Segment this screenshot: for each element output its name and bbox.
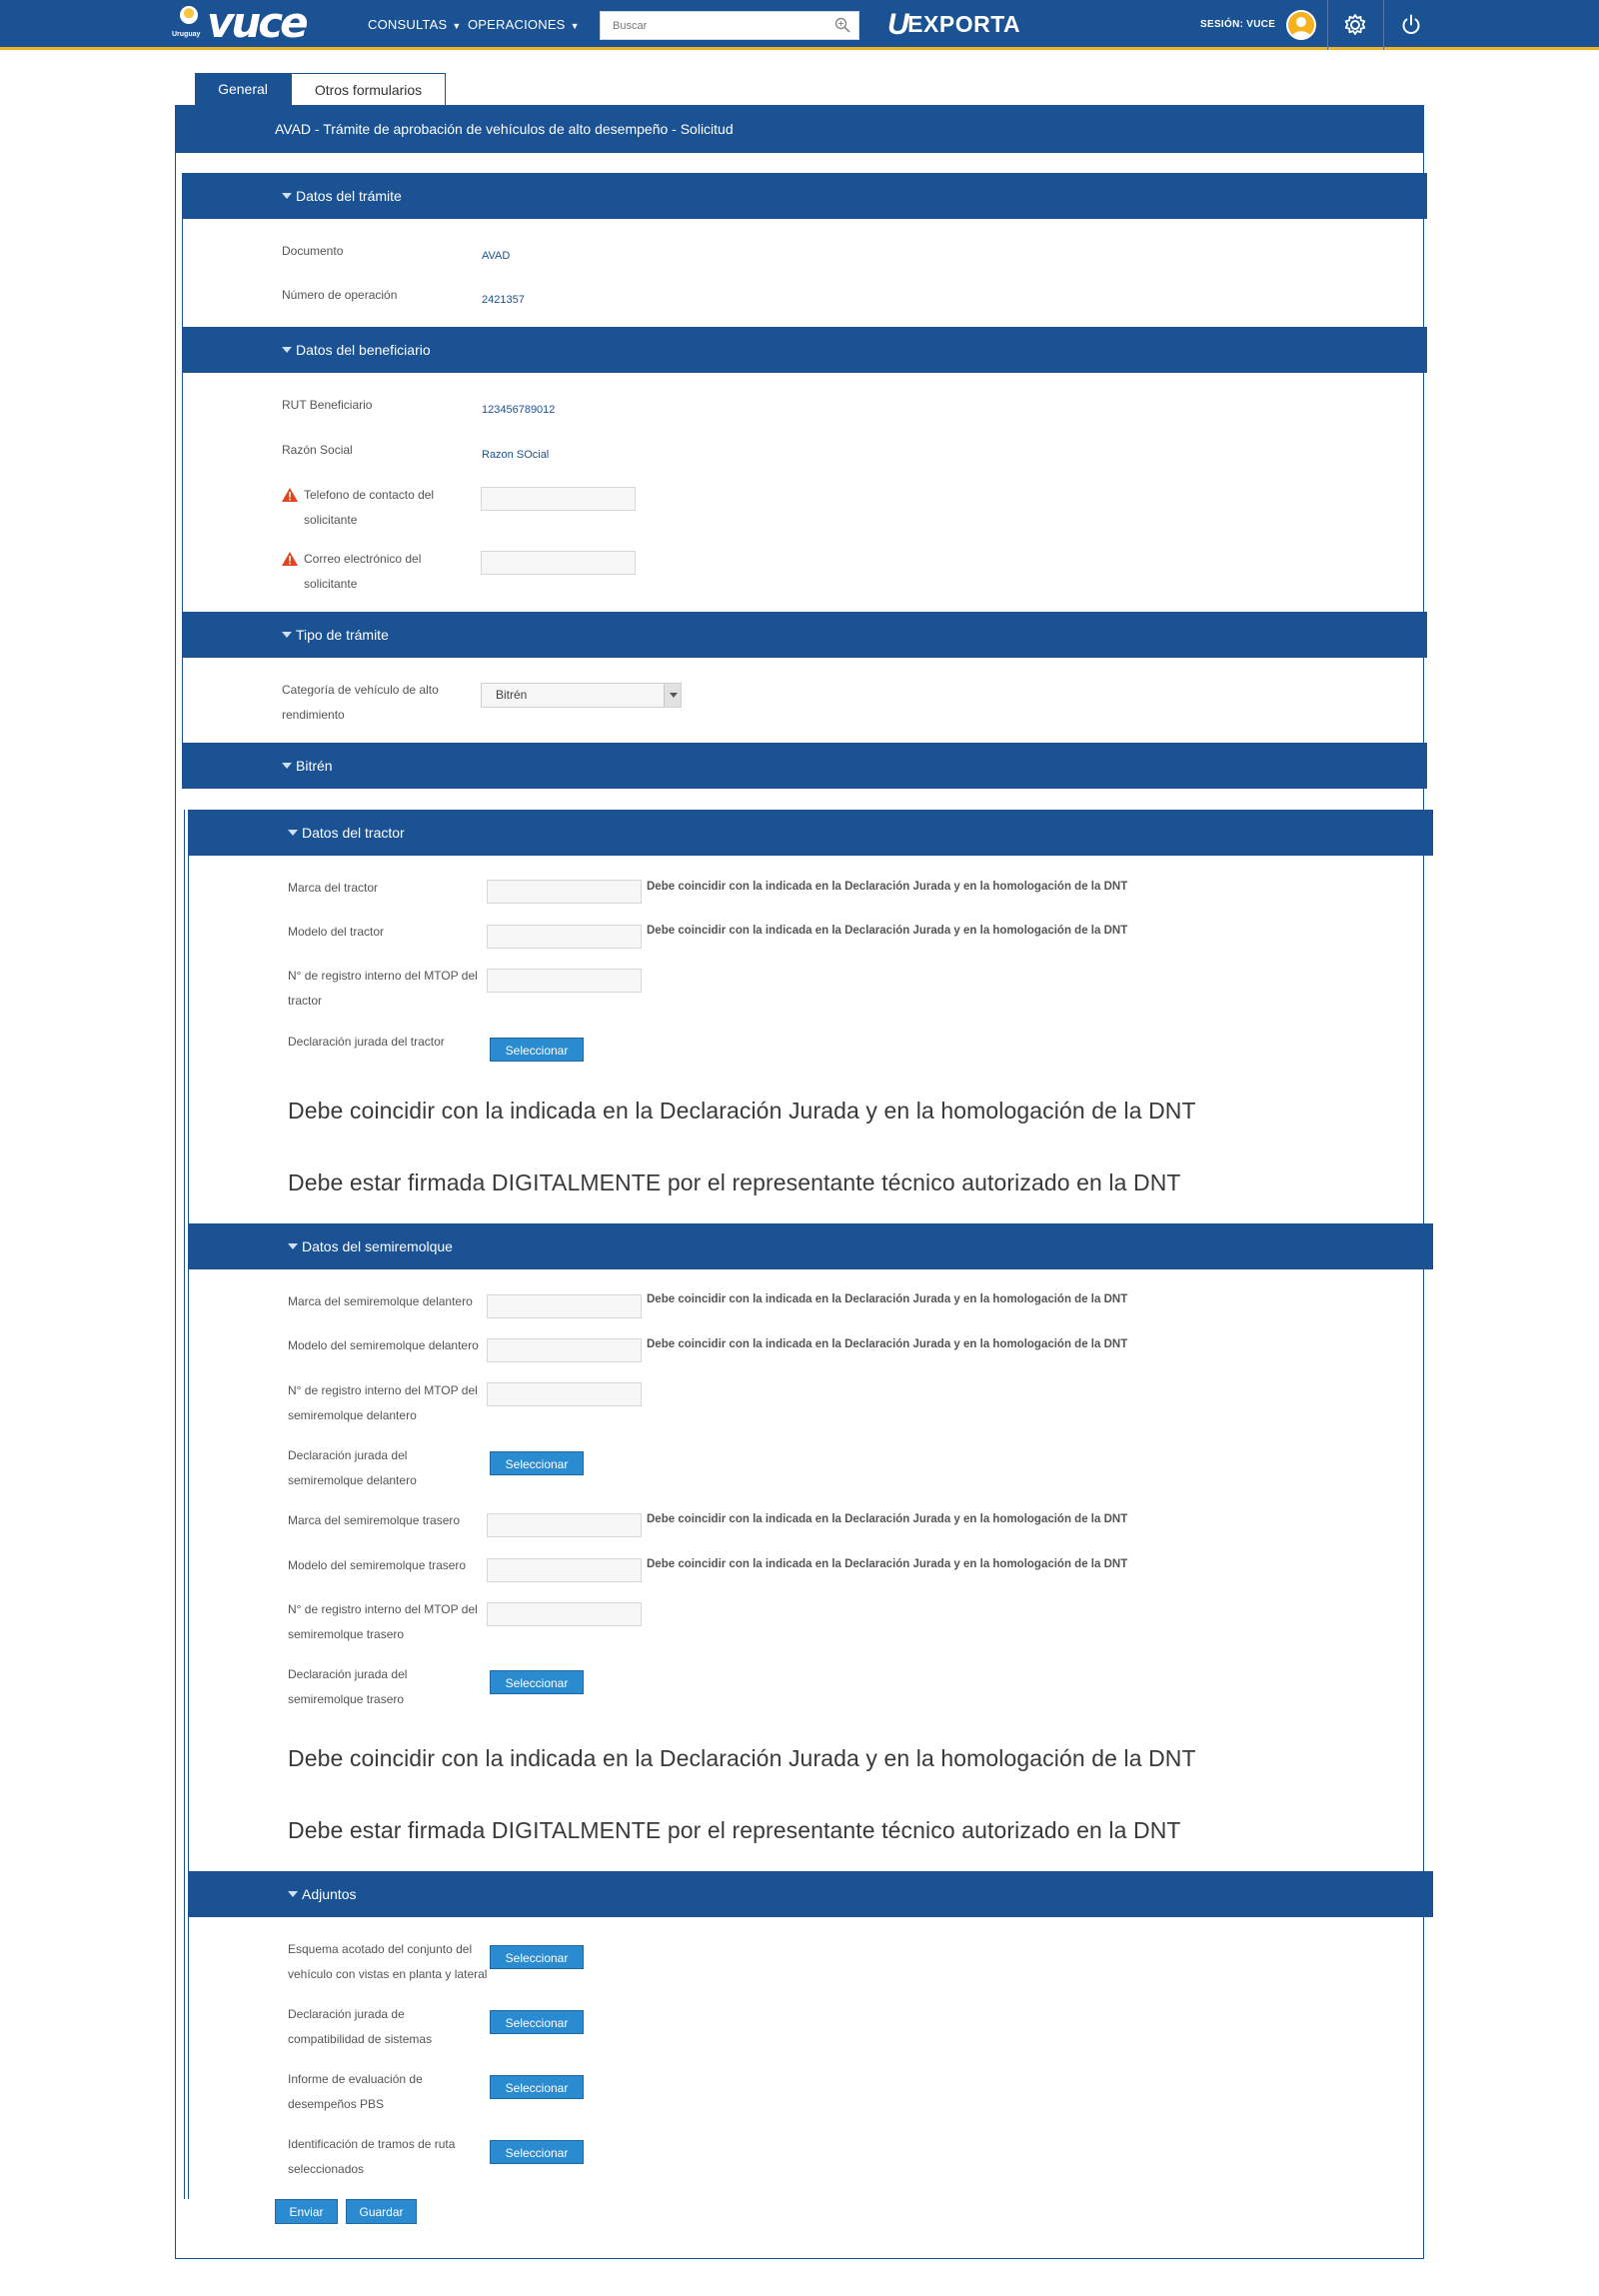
telefono-label-2: solicitante [304,513,358,527]
declaracion-semi-trasero-label: Declaración jurada del [288,1667,408,1681]
nav-operaciones[interactable] [468,17,580,32]
section-header-tipo-tramite[interactable] [182,612,1427,658]
registro-semi-delantero-label: N° de registro interno del MTOP del [288,1383,478,1397]
caret-down-icon [288,1243,298,1249]
user-icon [1288,12,1314,38]
section-header-datos-tractor[interactable] [188,810,1433,856]
section-border [184,810,185,2199]
section-header-datos-semiremolque[interactable] [188,1223,1433,1269]
warning-icon [282,552,298,566]
section-header-adjuntos[interactable] [188,1871,1433,1917]
registro-semi-delantero-input[interactable] [487,1382,642,1406]
divider [1327,0,1328,50]
razon-social-label: Razón Social [282,443,353,457]
pbs-label-2: desempeños PBS [288,2097,385,2111]
registro-semi-trasero-input[interactable] [487,1602,642,1626]
page-title: AVAD - Trámite de aprobación de vehículos de alto desempeño - Solicitud [175,105,1424,153]
registro-tractor-input[interactable] [487,969,642,993]
registro-semi-trasero-label-2: semiremolque trasero [288,1627,405,1641]
marca-tractor-label: Marca del tractor [288,881,379,895]
categoria-label-2: rendimiento [282,708,345,722]
declaracion-semi-delantero-label-2: semiremolque delantero [288,1473,417,1487]
search-icon[interactable] [834,17,850,33]
declaracion-semi-trasero-button[interactable]: Seleccionar [490,1670,584,1694]
user-avatar[interactable] [1286,10,1316,40]
tractor-note-coincidir: Debe coincidir con la indicada en la Declaración Jurada y en la homologación de la DNT [288,1098,1196,1124]
section-title: Datos del beneficiario [296,342,431,358]
compatibilidad-label-2: compatibilidad de sistemas [288,2032,433,2046]
marca-tractor-hint: Debe coincidir con la indicada en la Declaración Jurada y en la homologación de la DNT [647,881,1128,893]
section-title: Datos del semiremolque [302,1238,453,1254]
vuce-logo[interactable] [172,0,322,47]
categoria-selected: Bitrén [496,688,528,702]
modelo-semi-delantero-label: Modelo del semiremolque delantero [288,1338,479,1352]
marca-tractor-input[interactable] [487,880,642,904]
nav-consultas[interactable] [368,17,461,32]
declaracion-semi-delantero-label: Declaración jurada del [288,1448,408,1462]
modelo-tractor-hint: Debe coincidir con la indicada en la Declaración Jurada y en la homologación de la DNT [647,925,1128,937]
section-title: Adjuntos [302,1886,357,1902]
correo-input[interactable] [481,551,636,575]
modelo-semi-trasero-label: Modelo del semiremolque trasero [288,1558,467,1572]
declaracion-tractor-label: Declaración jurada del tractor [288,1035,445,1049]
section-title: Bitrén [296,758,333,774]
search-input[interactable] [601,12,820,39]
marca-semi-trasero-hint: Debe coincidir con la indicada en la Declaración Jurada y en la homologación de la DNT [647,1513,1128,1525]
section-header-datos-tramite[interactable] [182,173,1427,219]
tramos-label-2: seleccionados [288,2162,365,2176]
telefono-label: Telefono de contacto del [304,488,435,502]
declaracion-tractor-button[interactable]: Seleccionar [490,1038,584,1062]
chevron-down-icon: ▼ [570,21,580,31]
modelo-tractor-input[interactable] [487,925,642,949]
section-header-bitren[interactable] [182,743,1427,789]
warning-icon [282,488,298,502]
section-border [188,810,189,2199]
search-box [600,11,859,40]
modelo-semi-trasero-hint: Debe coincidir con la indicada en la Declaración Jurada y en la homologación de la DNT [647,1558,1128,1570]
tab-general[interactable]: General [195,73,291,105]
documento-label: Documento [282,244,344,258]
session-label: SESIÓN: VUCE [1200,19,1276,30]
section-title: Datos del trámite [296,188,402,204]
nav-consultas-label: CONSULTAS [368,17,448,32]
marca-semi-trasero-input[interactable] [487,1513,642,1537]
section-title: Datos del tractor [302,825,405,841]
chevron-down-icon: ▼ [452,21,462,31]
telefono-input[interactable] [481,487,636,511]
tab-otros-formularios[interactable]: Otros formularios [291,73,446,105]
correo-label-2: solicitante [304,577,358,591]
modelo-semi-trasero-input[interactable] [487,1558,642,1582]
tramos-label: Identificación de tramos de ruta [288,2137,456,2151]
esquema-label: Esquema acotado del conjunto del [288,1942,473,1956]
esquema-button[interactable]: Seleccionar [490,1945,584,1969]
caret-down-icon [282,347,292,353]
esquema-label-2: vehículo con vistas en planta y lateral [288,1967,488,1981]
registro-tractor-label: N° de registro interno del MTOP del [288,969,478,983]
numero-operacion-label: Número de operación [282,288,398,302]
power-icon[interactable] [1398,12,1424,38]
semi-note-coincidir: Debe coincidir con la indicada en la Declaración Jurada y en la homologación de la DNT [288,1745,1196,1771]
gear-icon[interactable] [1342,12,1368,38]
section-header-datos-beneficiario[interactable] [182,327,1427,373]
uexporta-logo[interactable] [887,6,1020,42]
declaracion-semi-delantero-button[interactable]: Seleccionar [490,1451,584,1475]
numero-operacion-value: 2421357 [482,294,525,306]
rut-label: RUT Beneficiario [282,398,373,412]
pbs-button[interactable]: Seleccionar [490,2075,584,2099]
guardar-button[interactable]: Guardar [346,2199,417,2224]
divider [1383,0,1384,50]
modelo-semi-delantero-hint: Debe coincidir con la indicada en la Declaración Jurada y en la homologación de la DNT [647,1338,1128,1350]
tramos-button[interactable]: Seleccionar [490,2140,584,2164]
modelo-tractor-label: Modelo del tractor [288,925,385,939]
section-title: Tipo de trámite [296,627,389,643]
nav-operaciones-label: OPERACIONES [468,17,566,32]
caret-down-icon [282,763,292,769]
semi-note-firmada: Debe estar firmada DIGITALMENTE por el representante técnico autorizado en la DNT [288,1817,1181,1843]
uexporta-text: EXPORTA [907,11,1021,37]
top-navigation-bar [0,0,1599,50]
categoria-select[interactable] [481,683,682,708]
compatibilidad-button[interactable]: Seleccionar [490,2010,584,2034]
registro-semi-trasero-label: N° de registro interno del MTOP del [288,1602,478,1616]
dropdown-arrow-icon [664,684,681,707]
uexporta-mark: U [887,8,910,41]
declaracion-semi-trasero-label-2: semiremolque trasero [288,1692,405,1706]
caret-down-icon [288,1891,298,1897]
section-border [182,174,183,774]
logo-text: vuce [207,0,306,47]
logo-country: Uruguay [172,31,201,38]
rut-value: 123456789012 [482,404,556,416]
compatibilidad-label: Declaración jurada de [288,2007,405,2021]
razon-social-value: Razon SOcial [482,449,550,461]
marca-semi-trasero-label: Marca del semiremolque trasero [288,1513,461,1527]
enviar-button[interactable]: Enviar [275,2199,338,2224]
correo-label: Correo electrónico del [304,552,422,566]
categoria-label: Categoría de vehículo de alto [282,683,439,697]
uruguay-seal-icon [180,6,198,24]
pbs-label: Informe de evaluación de [288,2072,423,2086]
caret-down-icon [282,193,292,199]
tractor-note-firmada: Debe estar firmada DIGITALMENTE por el representante técnico autorizado en la DNT [288,1169,1181,1195]
caret-down-icon [282,632,292,638]
marca-semi-delantero-label: Marca del semiremolque delantero [288,1294,473,1308]
documento-value: AVAD [482,250,511,262]
registro-tractor-label-2: tractor [288,994,323,1008]
modelo-semi-delantero-input[interactable] [487,1338,642,1362]
caret-down-icon [288,830,298,836]
marca-semi-delantero-input[interactable] [487,1294,642,1318]
registro-semi-delantero-label-2: semiremolque delantero [288,1408,417,1422]
marca-semi-delantero-hint: Debe coincidir con la indicada en la Declaración Jurada y en la homologación de la DNT [647,1293,1128,1305]
